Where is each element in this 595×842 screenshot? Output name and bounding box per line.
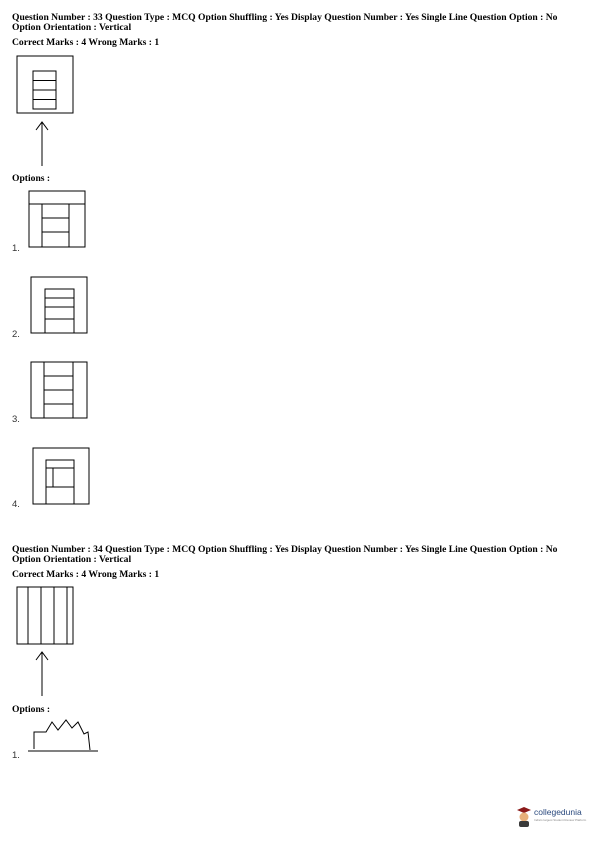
q33-option-3-figure[interactable] [30,361,90,421]
q34-marks: Correct Marks : 4 Wrong Marks : 1 [12,569,160,580]
q33-arrow-icon [34,120,50,168]
q34-header: Question Number : 34 Question Type : MCQ Option Shuffling : Yes Display Question Number : Yes Single Line Question Option : No Option Orientation : Vertical [12,544,558,565]
q33-question-figure [16,55,76,115]
q33-header: Question Number : 33 Question Type : MCQ Option Shuffling : Yes Display Question Number : Yes Single Line Question Option : No Option Orientation : Vertical [12,12,558,33]
q33-option-2-figure[interactable] [30,276,90,336]
logo-name: collegedunia [534,807,582,817]
q33-marks: Correct Marks : 4 Wrong Marks : 1 [12,37,160,48]
q34-option-1-figure[interactable] [26,714,102,754]
q34-options-label: Options : [12,704,51,715]
q33-option-4-number: 4. [12,499,20,510]
q33-option-1-figure[interactable] [28,190,88,250]
q33-option-3-number: 3. [12,414,20,425]
collegedunia-logo [516,806,592,828]
q33-options-label: Options : [12,173,51,184]
q33-option-1-number: 1. [12,243,20,254]
q34-arrow-icon [34,650,50,698]
q34-question-figure [16,586,76,646]
logo-tagline: India's largest Student Review Platform [534,818,587,822]
graduate-mascot-icon [516,806,532,828]
q34-option-1-number: 1. [12,750,20,761]
q33-option-4-figure[interactable] [32,447,92,507]
q33-option-2-number: 2. [12,329,20,340]
